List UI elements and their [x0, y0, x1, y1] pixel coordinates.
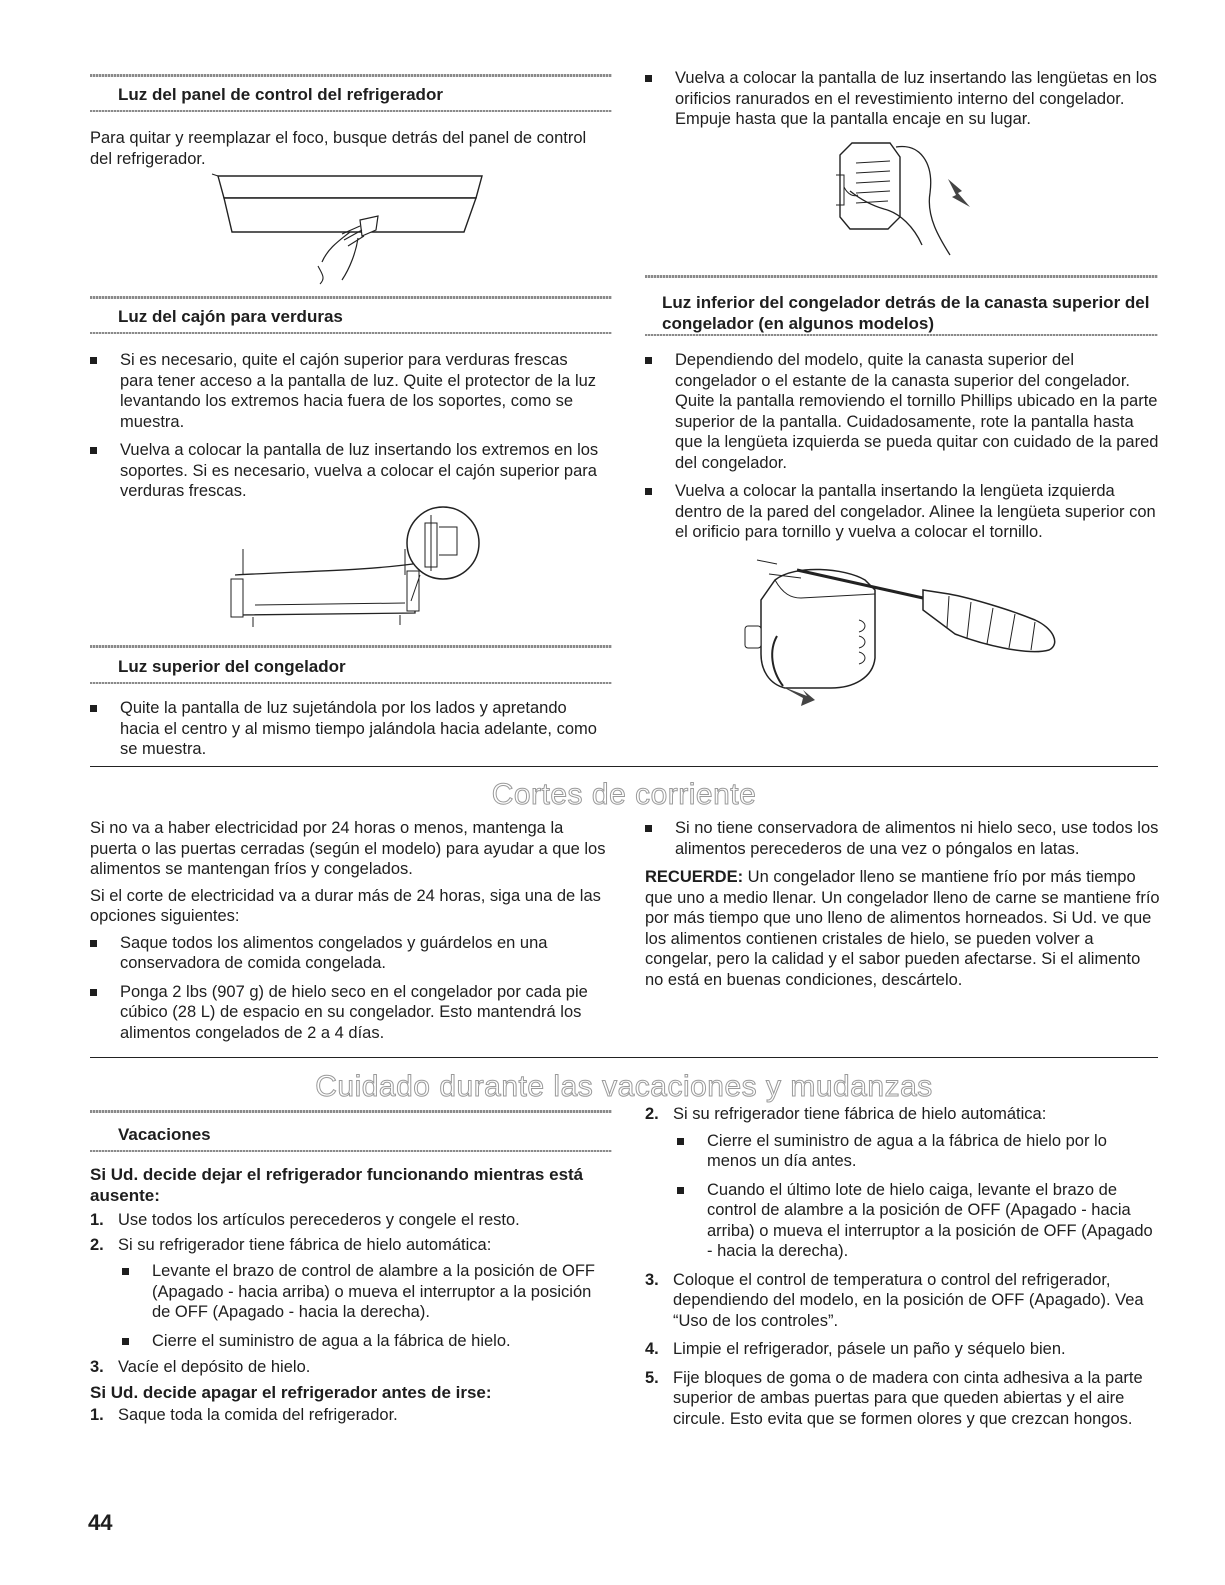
bullet-square-icon — [677, 1138, 684, 1145]
list-item: Cuando el último lote de hielo caiga, levante el brazo de control de alambre a la posición de OFF (Apagado - hacia arriba) o mueva el interruptor a la posición de OFF (Apagado - hacia la derecha). — [645, 1180, 1160, 1262]
section-divider — [90, 766, 1158, 767]
list-item: Vuelva a colocar la pantalla insertando la lengüeta izquierda dentro de la pared del congelador. Alinee la lengüeta superior con el orificio para tornillo y vuelva a colocar el tornillo. — [645, 481, 1160, 543]
list-item: 1. Use todos los artículos perecederos y congele el resto. — [90, 1211, 520, 1229]
section-rule — [90, 1150, 612, 1152]
section-rule — [90, 332, 612, 334]
power-outages-p1: Si no va a haber electricidad por 24 horas o menos, mantenga la puerta o las puertas cerradas (según el modelo) para ayudar a que los alimentos se mantengan fríos y congelados. — [90, 819, 606, 878]
section-rule — [645, 334, 1158, 336]
off-heading: Si Ud. decide apagar el refrigerador antes de irse: — [90, 1382, 492, 1402]
right-top-bullets — [645, 68, 1160, 130]
running-heading: Si Ud. decide dejar el refrigerador funcionando mientras está ausente: — [90, 1165, 584, 1205]
bullet-square-icon — [645, 488, 652, 495]
list-item: Cierre el suministro de agua a la fábrica de hielo. — [90, 1331, 610, 1352]
remember-paragraph — [645, 867, 1160, 990]
list-item: 3. Coloque el control de temperatura o control del refrigerador, dependiendo del modelo, en la posición de OFF (Apagado). Vea “Uso de los controles”. — [645, 1270, 1144, 1330]
list-item: 4. Limpie el refrigerador, pásele un paño y séquelo bien. — [645, 1340, 1066, 1358]
list-item: 1. Saque toda la comida del refrigerador. — [90, 1405, 398, 1424]
control-panel-illustration — [200, 170, 500, 285]
list-item: 2. Si su refrigerador tiene fábrica de hielo automática: — [645, 1105, 1047, 1123]
section-rule — [645, 275, 1158, 278]
list-item: Saque todos los alimentos congelados y guárdelos en una conservadora de comida congelada. — [90, 933, 610, 974]
bullet-square-icon — [122, 1338, 129, 1345]
bullet-square-icon — [90, 940, 97, 947]
list-item: 2. Si su refrigerador tiene fábrica de hielo automática: — [90, 1235, 492, 1254]
bullet-square-icon — [90, 989, 97, 996]
power-outages-p2: Si el corte de electricidad va a durar más de 24 horas, siga una de las opciones siguientes: — [90, 886, 601, 925]
bullet-square-icon — [122, 1268, 129, 1275]
bullet-square-icon — [90, 447, 97, 454]
page-number: 44 — [88, 1510, 113, 1535]
power-outages-left — [90, 818, 610, 1043]
list-item: Dependiendo del modelo, quite la canasta superior del congelador o el estante de la canasta superior del congelador. Quite la pantalla removiendo el tornillo Phillips ubicado en la parte superior de la pantalla. Cuidadosamente, rote la pantalla hasta que la lengüeta izquierda se pueda quitar con cuidado de la pared del congelador. — [645, 350, 1160, 473]
list-item: Cierre el suministro de agua a la fábrica de hielo por lo menos un día antes. — [645, 1131, 1160, 1172]
bullet-square-icon — [645, 825, 652, 832]
panel-light-title: Luz del panel de control del refrigerador — [118, 85, 443, 104]
list-item: Vuelva a colocar la pantalla de luz insertando las lengüetas en los orificios ranurados en el revestimiento interno del congelador. Empuje hasta que la pantalla encaje en su lugar. — [645, 68, 1160, 130]
lower-freezer-bullets — [645, 350, 1160, 543]
list-item: 3. Vacíe el depósito de hielo. — [90, 1358, 311, 1376]
crisper-light-title: Luz del cajón para verduras — [118, 307, 343, 326]
remember-text: Un congelador lleno se mantiene frío por más tiempo que uno a medio llenar. Un congelador lleno de carne se mantiene frío por más tiempo que uno lleno de alimentos horneados. Si Ud. ve que los alimentos contienen cristales de hielo, se pueden volver a congelar, pero la calidad y el sabor pueden afectarse. Si el alimento no está en buenas condiciones, descártelo. — [645, 868, 1160, 989]
list-item: Ponga 2 lbs (907 g) de hielo seco en el congelador por cada pie cúbico (28 L) de espacio en su congelador. Esto mantendrá los alimentos congelados de 2 a 4 días. — [90, 982, 610, 1044]
vacation-right — [645, 1104, 1160, 1429]
section-rule — [90, 682, 612, 684]
screwdriver-illustration — [735, 550, 1075, 715]
bullet-square-icon — [90, 705, 97, 712]
panel-light-body: Para quitar y reemplazar el foco, busque detrás del panel de control del refrigerador. — [90, 129, 587, 168]
bullet-square-icon — [645, 75, 652, 82]
section-rule — [90, 110, 612, 112]
section-rule — [90, 1110, 612, 1113]
power-outages-title: Cortes de corriente — [491, 778, 757, 811]
list-item: Levante el brazo de control de alambre a la posición de OFF (Apagado - hacia arriba) o mueva el interruptor a la posición de OFF (Apagado - hacia la derecha). — [90, 1261, 610, 1323]
freezer-shield-illustration — [830, 135, 980, 270]
section-rule — [90, 74, 612, 77]
list-item: Si es necesario, quite el cajón superior para verduras frescas para tener acceso a la pantalla de luz. Quite el protector de la luz levantando los extremos hacia fuera de los soportes, como se muestra. — [90, 350, 605, 432]
crisper-light-bullets — [90, 350, 605, 502]
section-rule — [90, 296, 612, 299]
power-outages-right — [645, 818, 1160, 990]
list-item: 5. Fije bloques de goma o de madera con cinta adhesiva a la parte superior de ambas puertas para que queden abiertas y el aire circule. Esto evita que se formen olores y que crezcan hongos. — [645, 1368, 1143, 1428]
section-divider — [90, 1057, 1158, 1058]
vacation-subtitle: Vacaciones — [118, 1125, 211, 1144]
bullet-square-icon — [645, 357, 652, 364]
list-item: Vuelva a colocar la pantalla de luz insertando los extremos en los soportes. Si es necesario, vuelva a colocar el cajón superior para verduras frescas. — [90, 440, 605, 502]
remember-label: RECUERDE: — [645, 868, 744, 886]
bullet-square-icon — [677, 1187, 684, 1194]
section-rule — [90, 645, 612, 648]
upper-freezer-light-title: Luz superior del congelador — [118, 657, 346, 676]
bullet-square-icon — [90, 357, 97, 364]
crisper-light-illustration — [225, 505, 495, 630]
vacation-title: Cuidado durante las vacaciones y mudanzas — [315, 1070, 933, 1103]
lower-freezer-light-title: Luz inferior del congelador detrás de la canasta superior del congelador (en algunos modelos) — [662, 293, 1150, 333]
list-item: Quite la pantalla de luz sujetándola por los lados y apretando hacia el centro y al mismo tiempo jalándola hacia adelante, como se muestra. — [90, 698, 605, 760]
list-item: Si no tiene conservadora de alimentos ni hielo seco, use todos los alimentos perecederos de una vez o póngalos en latas. — [645, 818, 1160, 859]
upper-freezer-bullets — [90, 698, 605, 760]
vacation-left — [90, 1164, 610, 1425]
